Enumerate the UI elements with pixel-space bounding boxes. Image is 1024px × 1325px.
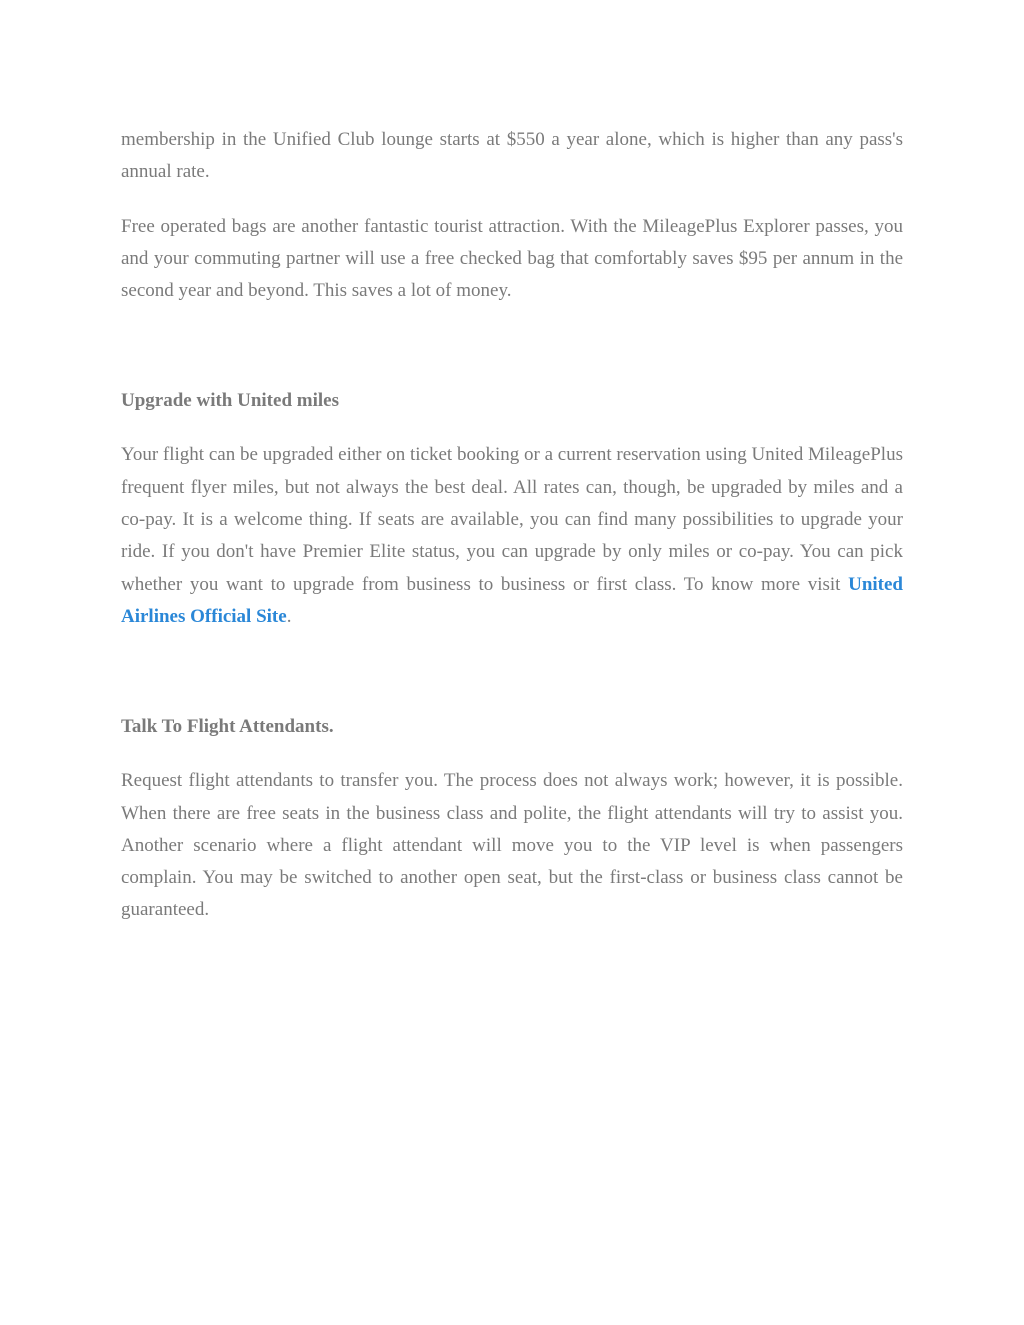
upgrade-heading: Upgrade with United miles bbox=[121, 390, 339, 412]
upgrade-body-text: Your flight can be upgraded either on ticket booking or a current reservation using United MileagePlus frequent flyer miles, but not always the best deal. All rates can, though, be upgraded by miles and a co-pay. It is a welcome thing. If seats are available, you can find many possibilities to upgrade your ride. If you don't have Premier Elite status, you can upgrade by only miles or co-pay. You can pick whether you want to upgrade from business to business or first class. To know more visit bbox=[121, 444, 903, 595]
attendants-heading: Talk To Flight Attendants. bbox=[121, 716, 334, 738]
intro-paragraph: membership in the Unified Club lounge starts at $550 a year alone, which is higher than any pass's annual rate. bbox=[121, 129, 903, 183]
upgrade-trailing-period: . bbox=[286, 605, 292, 627]
free-bags-paragraph: Free operated bags are another fantastic tourist attraction. With the MileagePlus Explorer passes, you and your commuting partner will use a free checked bag that comfortably saves $95 per annum in the second year and beyond. This saves a lot of money. bbox=[121, 215, 903, 302]
attendants-paragraph: Request flight attendants to transfer you. The process does not always work; however, it is possible. When there are free seats in the business class and polite, the flight attendants will try to assist you. Another scenario where a flight attendant will move you to the VIP level is when passengers complain. You may be switched to another open seat, but the first-class or business class cannot be guaranteed. bbox=[121, 770, 903, 921]
document-page bbox=[121, 124, 903, 927]
upgrade-paragraph bbox=[121, 439, 903, 633]
united-official-site-link[interactable]: United Airlines Official Site bbox=[121, 573, 903, 627]
